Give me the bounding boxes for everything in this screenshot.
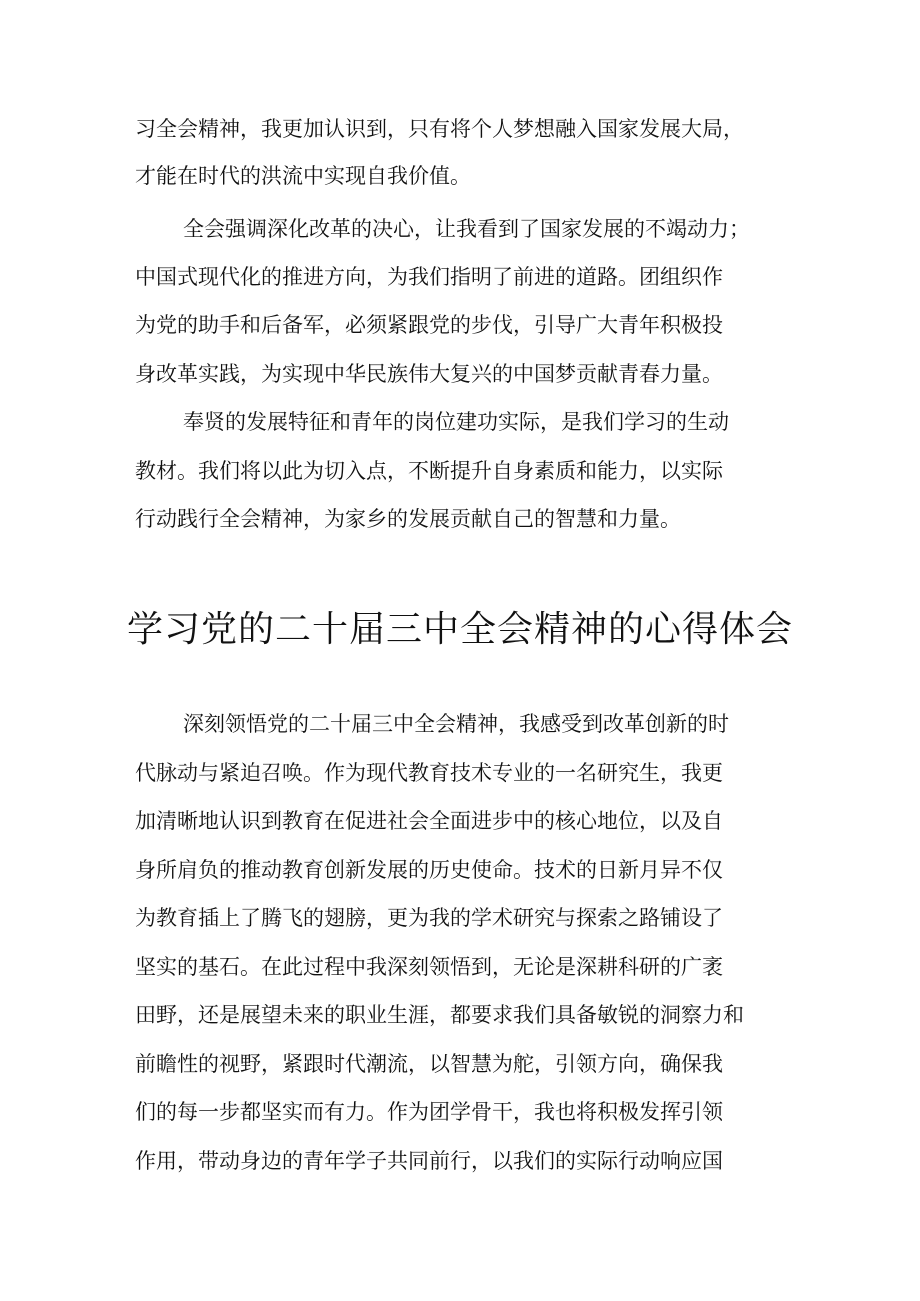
paragraph-line: 为党的助手和后备军，必须紧跟党的步伐，引导广大青年积极投 — [135, 313, 723, 337]
paragraph-line: 行动践行全会精神，为家乡的发展贡献自己的智慧和力量。 — [135, 507, 681, 531]
paragraph-line: 身所肩负的推动教育创新发展的历史使命。技术的日新月异不仅 — [135, 858, 723, 882]
paragraph-line: 才能在时代的洪流中实现自我价值。 — [135, 164, 471, 188]
paragraph-line: 们的每一步都坚实而有力。作为团学骨干，我也将积极发挥引领 — [135, 1100, 723, 1124]
paragraph-line: 中国式现代化的推进方向，为我们指明了前进的道路。团组织作 — [135, 265, 723, 289]
paragraph-line: 前瞻性的视野，紧跟时代潮流，以智慧为舵，引领方向，确保我 — [135, 1052, 723, 1076]
paragraph-line: 为教育插上了腾飞的翅膀，更为我的学术研究与探索之路铺设了 — [135, 906, 723, 930]
page-title: 学习党的二十届三中全会精神的心得体会 — [126, 609, 793, 650]
paragraph-line: 田野，还是展望未来的职业生涯，都要求我们具备敏锐的洞察力和 — [135, 1003, 744, 1027]
paragraph-line: 深刻领悟党的二十届三中全会精神，我感受到改革创新的时 — [183, 712, 729, 736]
paragraph-line: 身改革实践，为实现中华民族伟大复兴的中国梦贡献青春力量。 — [135, 362, 723, 386]
paragraph-line: 习全会精神，我更加认识到，只有将个人梦想融入国家发展大局， — [135, 117, 744, 141]
paragraph-line: 教材。我们将以此为切入点，不断提升自身素质和能力，以实际 — [135, 459, 723, 483]
paragraph-line: 奉贤的发展特征和青年的岗位建功实际，是我们学习的生动 — [183, 410, 729, 434]
paragraph-line: 坚实的基石。在此过程中我深刻领悟到，无论是深耕科研的广袤 — [135, 955, 723, 979]
paragraph-line: 作用，带动身边的青年学子共同前行，以我们的实际行动响应国 — [135, 1149, 723, 1173]
paragraph-line: 代脉动与紧迫召唤。作为现代教育技术专业的一名研究生，我更 — [135, 761, 723, 785]
paragraph-line: 加清晰地认识到教育在促进社会全面进步中的核心地位，以及自 — [135, 809, 723, 833]
paragraph-line: 全会强调深化改革的决心，让我看到了国家发展的不竭动力； — [183, 217, 750, 241]
